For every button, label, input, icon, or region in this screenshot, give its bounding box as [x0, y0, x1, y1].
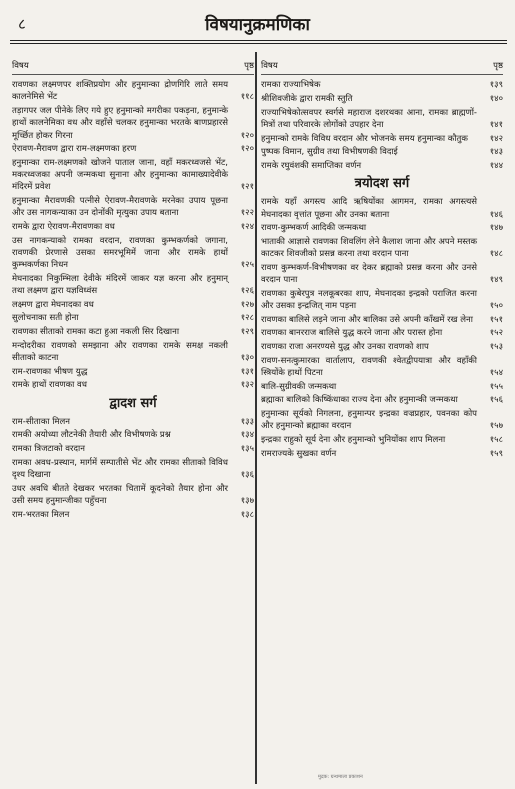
- entry-page-number: १३३: [240, 416, 254, 427]
- header-rule-top: [10, 40, 507, 41]
- header-rule-bottom: [10, 43, 507, 44]
- entry-title: राज्याभिषेकोत्सवपर स्वर्गसे महाराज दशरथका आना, रामका ब्राह्मणों-मित्रों तथा परिवारके लोगोंको उपहार देना: [261, 107, 477, 130]
- entry-page-number: १५०: [489, 300, 503, 311]
- toc-entry: [261, 196, 503, 220]
- entry-page-number: १२८: [240, 313, 254, 324]
- entry-page-number: १५५: [489, 381, 503, 392]
- toc-entry: [12, 79, 254, 103]
- toc-entry: [12, 457, 254, 481]
- entry-title: उधर अवधि बीतते देखकर भरतका चितामें कूदनेको तैयार होना और उसी समय हनुमान्जीका पहुँचना: [12, 483, 228, 506]
- entry-page-number: १४६: [489, 209, 503, 220]
- toc-entry: [12, 340, 254, 364]
- page-label: पृष्ठ: [493, 61, 503, 71]
- toc-entry: [12, 221, 254, 233]
- entry-page-number: १५४: [489, 367, 503, 378]
- entry-title: तड़ागपर जल पीनेके लिए गये हुए हनुमान्को मगरीका पकड़ना, हनुमान्के हाथों कालनेमिका वध और वहाँसे चलकर हनुमान्का भरतके बाणप्रहारसे मूर्च्छित होकर गिरना: [12, 106, 228, 141]
- entry-title: हनुमान्को रामके विविध वरदान और भोजनके समय हनुमान्का कौतुक: [261, 133, 468, 144]
- toc-entry: [261, 222, 503, 234]
- entry-title: रावणका बालिसे लड़ने जाना और बालिका उसे अपनी काँखमें रख लेना: [261, 314, 473, 325]
- toc-entry: [261, 394, 503, 406]
- entry-page-number: १३७: [240, 496, 254, 506]
- toc-entry: [12, 273, 254, 297]
- subject-label: विषय: [261, 61, 278, 71]
- entry-page-number: १२५: [240, 260, 254, 271]
- entry-page-number: १३८: [240, 509, 254, 520]
- entry-page-number: १२०: [240, 130, 254, 141]
- toc-entry: [12, 105, 254, 142]
- toc-entry: [12, 326, 254, 338]
- toc-entry: [12, 379, 254, 391]
- entry-page-number: १४२: [489, 133, 503, 144]
- page-title: विषयानुक्रमणिका: [205, 15, 310, 35]
- entry-title: ऐरावण-मैरावण द्वारा राम-लक्ष्मणका हरण: [12, 144, 137, 155]
- toc-entry: [261, 341, 503, 353]
- toc-entry: [12, 483, 254, 507]
- entry-title: इन्द्रका राहुको सूर्य देना और हनुमान्को भुनियोंका शाप मिलना: [261, 434, 446, 445]
- entry-page-number: ११८: [240, 92, 254, 103]
- entry-page-number: १५९: [489, 448, 503, 459]
- entry-title: राम-रावणका भीषण युद्ध: [12, 366, 88, 377]
- page-number: ८: [18, 15, 26, 33]
- toc-entry: [261, 236, 503, 260]
- entry-page-number: १५८: [489, 434, 503, 445]
- toc-entry: [261, 262, 503, 286]
- entry-page-number: १५१: [489, 314, 503, 325]
- toc-entry: [261, 434, 503, 446]
- toc-entry: [261, 448, 503, 460]
- toc-entry: [261, 381, 503, 393]
- printer-mark: मुद्रक: ग्रन्थमाला प्रकाशन: [318, 774, 363, 780]
- toc-entry: [12, 235, 254, 272]
- entry-page-number: १३६: [240, 470, 254, 481]
- column-divider: [255, 52, 257, 784]
- right-column: [261, 60, 503, 461]
- toc-entry: [261, 107, 503, 131]
- entry-title: रामका अवध-प्रस्थान, मार्गमें सम्पातीसे भेंट और रामका सीताको विविध दृश्य दिखाना: [12, 457, 228, 481]
- toc-entry: [261, 93, 503, 105]
- entry-title: रामराज्यके सुखका वर्णन: [261, 448, 337, 459]
- right-column-header: [261, 60, 503, 75]
- entry-title: रावणका राजा अनरण्यसे युद्ध और उनका रावणको शाप: [261, 342, 429, 353]
- entry-title: रामके यहाँ अगस्त्य आदि ऋषियोंका आगमन, रामका अगस्त्यसे मेघनादका वृत्तांत पूछना और उनका बताना: [261, 197, 477, 220]
- entry-title: मेघनादका निकुम्भिला देवीके मंदिरमें जाकर यज्ञ करना और हनुमान् तथा लक्ष्मण द्वारा यज्ञविध्वंस: [12, 273, 228, 296]
- entry-title: मन्दोदरीका रावणको समझाना और रावणका रामके समक्ष नकली सीताको काटना: [12, 340, 228, 363]
- toc-entry: [12, 299, 254, 311]
- toc-entry: [12, 143, 254, 155]
- toc-entry: [261, 355, 503, 379]
- entry-page-number: १५६: [489, 395, 503, 406]
- entry-title: राम-भरतका मिलन: [12, 509, 70, 520]
- entry-title: बालि-सुग्रीवकी जन्मकथा: [261, 381, 337, 392]
- toc-entry: [12, 429, 254, 441]
- entry-title: रामकी अयोध्या लौटनेकी तैयारी और विभीषणके प्रश्न: [12, 430, 171, 441]
- entry-title: भाताकी आज्ञासे रावणका शिवलिंग लेने कैलाश जाना और अपने मस्तक काटकर शिवजीको प्रसन्न करना तथा वरदान पाना: [261, 236, 477, 260]
- toc-entry: [12, 312, 254, 324]
- entry-page-number: १४०: [489, 93, 503, 104]
- left-column-header: [12, 60, 254, 75]
- entry-title: हनुमान्का मैरावणकी पत्नीसे ऐरावण-मैरावणके मरनेका उपाय पूछना और उस नागकन्याका उन दोनोंकी मृत्युका उपाय बताना: [12, 196, 228, 219]
- entry-page-number: १४७: [489, 223, 503, 234]
- entry-title: पुष्पक विमान, सुग्रीव तथा विभीषणकी विदाई: [261, 147, 398, 158]
- entry-title: रावण-सनत्कुमारका वार्तालाप, रावणकी श्वेतद्वीपयात्रा और वहाँकी स्त्रियोंके हाथों पिटना: [261, 355, 477, 378]
- entry-page-number: १३०: [240, 352, 254, 363]
- entry-title: रावणका सीताको रामका कटा हुआ नकली सिर दिखाना: [12, 327, 180, 338]
- entry-page-number: १४९: [489, 275, 503, 286]
- toc-entry: [261, 133, 503, 145]
- page-header: [10, 8, 505, 44]
- entry-page-number: १२४: [240, 221, 254, 232]
- entry-title: उस नागकन्याको रामका वरदान, रावणका कुम्भकर्णको जगाना, रावणकी प्रेरणासे उसका समरभूमिमें जाना और रामके हाथों कुम्भकर्णका निधन: [12, 235, 228, 271]
- entry-title: हनुमान्का राम-लक्ष्मणको खोजने पाताल जाना, वहाँ मकरध्वजसे भेंट, मकरध्वजका अपनी जन्मकथा सुनाना और हनुमान्का कामाख्यादेवीके मंदिरमें प्रवेश: [12, 157, 228, 193]
- toc-entry: [261, 288, 503, 312]
- toc-entry: [12, 416, 254, 428]
- entry-title: ब्रह्माका बालिको किष्किंधाका राज्य देना और हनुमान्की जन्मकथा: [261, 395, 458, 406]
- entry-title: रावणका लक्ष्मणपर शक्तिप्रयोग और हनुमान्का द्रोणगिरि लाते समय कालनेमिसे भेंट: [12, 80, 228, 103]
- toc-entry: [261, 79, 503, 91]
- section-heading: त्रयोदश सर्ग: [354, 176, 410, 192]
- entry-page-number: १२६: [240, 285, 254, 296]
- toc-entry: [12, 157, 254, 194]
- entry-title: रावण-कुम्भकर्ण आदिकी जन्मकथा: [261, 223, 367, 234]
- entry-page-number: १२१: [240, 182, 254, 193]
- entry-page-number: १३१: [240, 366, 254, 377]
- section-heading: द्वादश सर्ग: [109, 395, 157, 411]
- entry-title: रामका राज्याभिषेक: [261, 80, 321, 91]
- subject-label: विषय: [12, 61, 29, 71]
- entry-page-number: १३९: [489, 80, 503, 91]
- entry-page-number: १४४: [489, 160, 503, 171]
- entry-page-number: १३२: [240, 380, 254, 391]
- toc-entry: [12, 443, 254, 455]
- toc-entry: [261, 327, 503, 339]
- entry-page-number: १३५: [240, 444, 254, 455]
- entry-title: रामके द्वारा ऐरावण-मैरावणका वध: [12, 221, 115, 232]
- entry-page-number: १२०: [240, 144, 254, 155]
- entry-title: रावण कुम्भकर्ण-विभीषणका वर देकर ब्रह्माको प्रसन्न करना और उनसे वरदान पाना: [261, 262, 477, 286]
- toc-entry: [261, 314, 503, 326]
- entry-title: रामका त्रिजटाको वरदान: [12, 444, 85, 455]
- toc-entry: [12, 509, 254, 521]
- toc-entry: [12, 195, 254, 219]
- toc-entry: [261, 160, 503, 172]
- entry-page-number: १३४: [240, 430, 254, 441]
- entry-title: सुलोचनाका सती होना: [12, 313, 79, 324]
- entry-page-number: १५३: [489, 342, 503, 353]
- entry-list: [261, 79, 503, 172]
- entry-list: [12, 416, 254, 521]
- entry-title: रावणका बानरराज बालिसे युद्ध करने जाना और परास्त होना: [261, 328, 443, 339]
- entry-title: रावणका कुबेरपुत्र नलकूबरका शाप, मेघनादका इन्द्रको पराजित करना और उसका इन्द्रजित् नाम पड़ना: [261, 288, 477, 311]
- entry-title: रामके हाथों रावणका वध: [12, 380, 87, 391]
- entry-page-number: १५२: [489, 328, 503, 339]
- entry-page-number: १२७: [240, 299, 254, 310]
- left-column: [12, 60, 254, 522]
- entry-page-number: १४१: [489, 119, 503, 130]
- toc-entry: [261, 408, 503, 432]
- entry-title: रामके रघुवंशकी समाप्तिका वर्णन: [261, 160, 362, 171]
- entry-page-number: १५७: [489, 421, 503, 432]
- entry-list: [261, 196, 503, 460]
- page-label: पृष्ठ: [244, 61, 254, 71]
- entry-page-number: १४३: [489, 147, 503, 158]
- toc-entry: [12, 366, 254, 378]
- entry-title: लक्ष्मण द्वारा मेघनादका वध: [12, 299, 94, 310]
- entry-page-number: १४८: [489, 249, 503, 260]
- entry-title: राम-सीताका मिलन: [12, 416, 71, 427]
- toc-entry: [261, 146, 503, 158]
- entry-page-number: १२९: [240, 327, 254, 338]
- entry-title: हनुमान्का सूर्यको निगलना, हनुमान्पर इन्द्रका वज्रप्रहार, पवनका कोप और हनुमान्को ब्रह्माका वरदान: [261, 409, 477, 432]
- entry-list: [12, 79, 254, 391]
- entry-title: श्रीशिवजीके द्वारा रामकी स्तुति: [261, 93, 353, 104]
- entry-page-number: १२२: [240, 208, 254, 219]
